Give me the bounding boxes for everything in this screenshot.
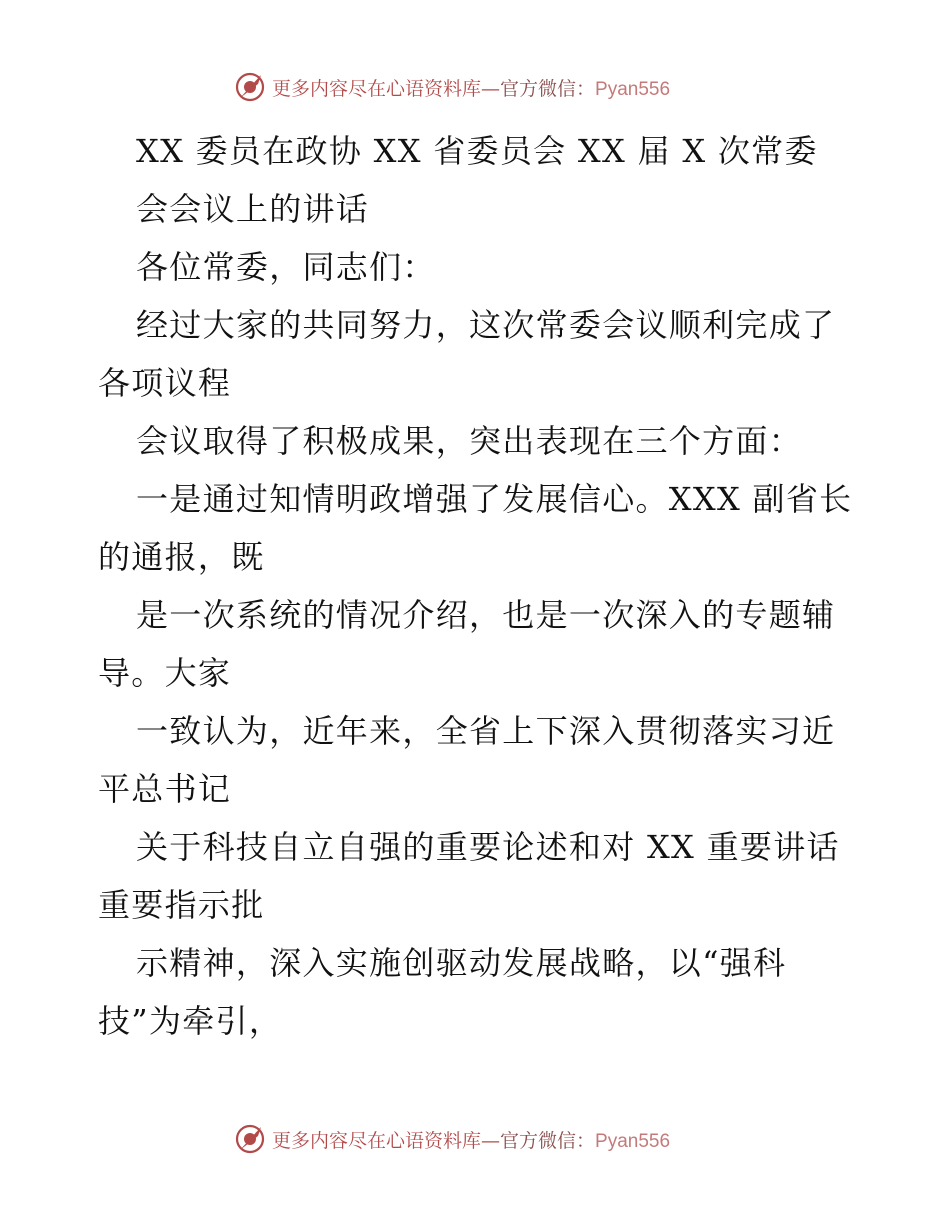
footer-watermark (0, 1120, 950, 1164)
doc-title-line-1: XX 委员在政协 XX 省委员会 XX 届 X 次常委 (136, 132, 818, 170)
watermark-text (272, 77, 670, 102)
doc-line: 的通报，既 (98, 538, 265, 576)
doc-line: 平总书记 (98, 770, 232, 808)
watermark-brand: 更多内容尽在心语资料库 (272, 78, 482, 100)
doc-title-line-2: 会会议上的讲话 (136, 190, 370, 228)
watermark-label: 官方微信： (500, 1130, 596, 1152)
doc-salutation: 各位常委，同志们： (136, 248, 436, 286)
document-body (98, 122, 854, 1050)
doc-line: 导。大家 (98, 654, 232, 692)
watermark-label: 官方微信： (500, 78, 596, 100)
doc-line: 会议取得了积极成果，突出表现在三个方面： (136, 422, 803, 460)
doc-line: 是一次系统的情况介绍，也是一次深入的专题辅 (136, 596, 836, 634)
watermark-text (272, 1129, 670, 1154)
watermark-brand: 更多内容尽在心语资料库 (272, 1130, 482, 1152)
doc-line: 重要指示批 (98, 886, 265, 924)
watermark-id: Pyan556 (595, 79, 671, 100)
doc-line: 关于科技自立自强的重要论述和对 XX 重要讲话 (136, 828, 840, 866)
doc-line: 各项议程 (98, 364, 232, 402)
watermark-separator: — (481, 1130, 501, 1152)
quill-logo-icon (234, 71, 266, 103)
watermark-separator: — (481, 78, 501, 100)
doc-line: 一是通过知情明政增强了发展信心。XXX 副省长 (136, 480, 853, 518)
header-watermark (0, 68, 950, 112)
doc-line: 示精神，深入实施创驱动发展战略，以“强科 (136, 944, 787, 982)
quill-logo-icon (234, 1123, 266, 1155)
doc-line: 技”为牵引， (98, 1002, 283, 1040)
doc-line: 一致认为，近年来，全省上下深入贯彻落实习近 (136, 712, 836, 750)
watermark-id: Pyan556 (595, 1131, 671, 1152)
doc-line: 经过大家的共同努力，这次常委会议顺利完成了 (136, 306, 836, 344)
